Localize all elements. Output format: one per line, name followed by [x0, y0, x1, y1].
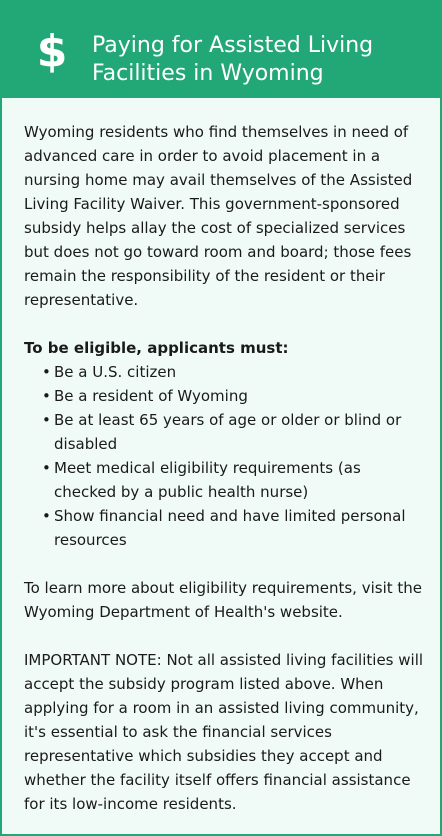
eligibility-item-text: Be a U.S. citizen [54, 363, 177, 381]
eligibility-item-text: Be a resident of Wyoming [54, 387, 248, 405]
card-header [2, 2, 440, 98]
eligibility-item-text: Show financial need and have limited personal resources [54, 507, 406, 549]
bullet-icon: • [42, 387, 51, 405]
eligibility-item [24, 360, 424, 384]
bullet-icon: • [42, 363, 51, 381]
bullet-icon: • [42, 459, 51, 477]
eligibility-item-text: Meet medical eligibility requirements (as checked by a public health nurse) [54, 459, 361, 501]
intro-paragraph: Wyoming residents who find themselves in need of advanced care in order to avoid placement in a nursing home may avail themselves of the Assisted Living Facility Waiver. This government-sponsored subsidy helps allay the cost of specialized services but does not go toward room and board; those fees remain the responsibility of the resident or their representative. [24, 123, 413, 309]
card-body [24, 120, 424, 816]
eligibility-item [24, 504, 424, 552]
eligibility-list [24, 360, 424, 552]
card-title: Paying for Assisted Living Facilities in Wyoming [92, 33, 374, 86]
eligibility-item-text: Be at least 65 years of age or older or blind or disabled [54, 411, 402, 453]
eligibility-item [24, 408, 424, 456]
bullet-icon: • [42, 411, 51, 429]
dollar-icon: $ [36, 26, 68, 77]
eligibility-item [24, 456, 424, 504]
eligibility-heading: To be eligible, applicants must: [24, 339, 289, 357]
bullet-icon: • [42, 507, 51, 525]
learn-more-paragraph: To learn more about eligibility requirements, visit the Wyoming Department of Health's website. [24, 579, 422, 621]
eligibility-item [24, 384, 424, 408]
important-note-paragraph: IMPORTANT NOTE: Not all assisted living facilities will accept the subsidy program listed above. When applying for a room in an assisted living community, it's essential to ask the financial services representative which subsidies they accept and whether the facility itself offers financial assistance for its low-income residents. [24, 651, 424, 813]
